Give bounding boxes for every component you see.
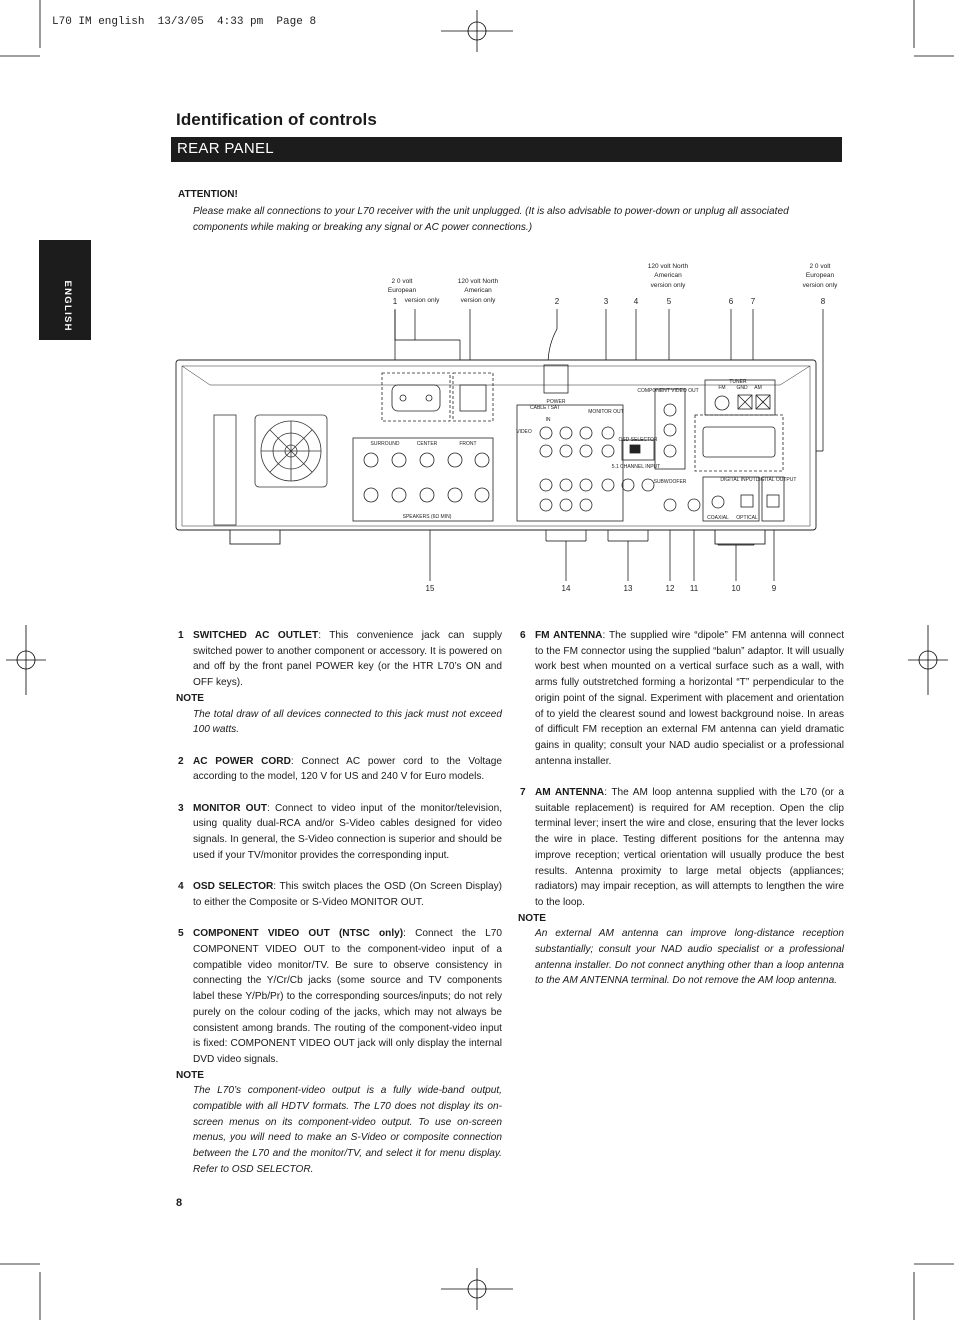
attention-label: ATTENTION! <box>178 189 238 200</box>
callout-14: 14 <box>561 584 571 593</box>
caption-230v-left-1: 2 0 volt <box>391 278 413 285</box>
callout-5: 5 <box>666 297 672 306</box>
note-label: NOTE <box>176 692 205 704</box>
note-text: The total draw of all devices connected to this jack must not exceed 100 watts. <box>193 708 502 736</box>
svg-text:POWER: POWER <box>546 399 566 405</box>
item-3: 3 MONITOR OUT: Connect to video input of the monitor/television, using quality dual-RCA and/or S-Video cables designed for video signals. In general, the S-Video connection is superior and should be used if your TV/monitor provides the corresponding input. <box>178 802 502 861</box>
svg-text:AM: AM <box>754 385 762 391</box>
callout-12: 12 <box>665 584 675 593</box>
svg-text:OPTICAL: OPTICAL <box>736 515 758 521</box>
svg-text:IN: IN <box>545 417 551 423</box>
svg-text:European: European <box>805 272 835 279</box>
language-tab <box>39 240 91 340</box>
item-7: 7 AM ANTENNA: The AM loop antenna supplied with the L70 (or a suitable replacement) is required for AM reception. Open the clip terminal lever; insert the wire and close, ensuring that the lever locks the wire in place. Testing different positions for the antenna may improve reception; vertical orientation will usually produce the best results. Antenna proximity to large metal objects (appliances; radiators) may impair reception, as will attempts to lengthen the wire to the loop. <box>520 787 844 908</box>
callout-3: 3 <box>603 297 609 306</box>
figure-captions <box>388 263 838 304</box>
right-column <box>518 628 844 1005</box>
callout-7: 7 <box>750 297 756 306</box>
language-tab-label: ENGLISH <box>62 280 73 332</box>
svg-text:COAXIAL: COAXIAL <box>707 515 729 521</box>
svg-text:DIGITAL OUTPUT: DIGITAL OUTPUT <box>755 477 797 483</box>
callout-15: 15 <box>425 584 435 593</box>
rear-panel-bar <box>171 137 842 162</box>
svg-text:version only: version only <box>404 297 440 304</box>
svg-text:CENTER: CENTER <box>416 441 438 447</box>
note-text: The L70’s component-video output is a fully wide-band output, compatible with all HDTV formats. The L70 does not display its on-screen menus on its component-video output. To use on-screen menus, you will need to make an S-Video or composite connection between the L70 and the monitor/TV, and select it for menu display. Refer to OSD SELECTOR. <box>193 1085 502 1175</box>
item-2: 2 AC POWER CORD: Connect AC power cord to the Voltage according to the model, 120 V for US and 240 V for Euro models. <box>178 755 503 783</box>
callout-2: 2 <box>554 297 560 306</box>
svg-text:VIDEO: VIDEO <box>516 429 532 435</box>
note-label: NOTE <box>176 1069 205 1081</box>
svg-text:GND: GND <box>736 385 748 391</box>
caption-120v-left: 120 volt North <box>457 278 499 285</box>
item-5: 5 COMPONENT VIDEO OUT (NTSC only): Connect the L70 COMPONENT VIDEO OUT to the component-video input of a compatible video monitor/TV. Be sure to observe consistency in connecting the Y/Cr/Cb jacks (some source and TV components label these Y/Pb/Pr) to the corresponding sources/inputs; do not rely purely on the colour coding of the jacks, which may not always be consistent among brands. The routing of the component-video input is fixed: COMPONENT VIDEO OUT jack will only display the internal DVD video signals. <box>178 928 503 1065</box>
item-1: 1 SWITCHED AC OUTLET: This convenience jack can supply switched power to another component or accessory. It is powered on and off by the front panel POWER key (or the HTR L70’s ON and OFF keys). <box>178 630 503 689</box>
svg-text:5.1 CHANNEL INPUT: 5.1 CHANNEL INPUT <box>611 464 661 470</box>
svg-text:FM: FM <box>718 385 726 391</box>
page-number: 8 <box>176 1197 183 1209</box>
section-title: Identification of controls <box>176 110 377 129</box>
svg-text:FRONT: FRONT <box>459 441 477 447</box>
svg-text:American: American <box>464 287 492 294</box>
caption-230v-right: 2 0 volt <box>809 263 831 270</box>
svg-text:DIGITAL INPUT: DIGITAL INPUT <box>720 477 756 483</box>
svg-text:SURROUND: SURROUND <box>370 441 400 447</box>
print-slug: L70 IM english 13/3/05 4:33 pm Page 8 <box>52 16 317 28</box>
left-column <box>176 628 502 1193</box>
svg-text:SUBWOOFER: SUBWOOFER <box>653 479 687 485</box>
callout-6: 6 <box>728 297 734 306</box>
svg-text:version only: version only <box>460 297 496 304</box>
attention-text: Please make all connections to your L70 receiver with the unit unplugged. (It is also advisable to power-down or unplug all associated components while making or breaking any signal or AC power connections.) <box>193 206 789 233</box>
item-6: 6 FM ANTENNA: The supplied wire “dipole” FM antenna will connect to the FM connector using the supplied “balun” adaptor. It will usually work best when mounted on a vertical surface such as a wall, with arms fully outstretched forming a horizontal “T” perpendicular to the origin point of the signal. Experiment with placement and orientation of to yield the clearest sound and lowest background noise. In areas of difficult FM reception an external FM antenna can yield dramatic gains in quality; consult your NAD audio specialist or a professional antenna installer. <box>520 630 844 767</box>
callout-4: 4 <box>633 297 639 306</box>
svg-text:TUNER: TUNER <box>729 379 747 385</box>
svg-text:COMPONENT VIDEO OUT: COMPONENT VIDEO OUT <box>637 388 699 394</box>
item-4: 4 OSD SELECTOR: This switch places the OSD (On Screen Display) to either the Composite or S-Video MONITOR OUT. <box>178 881 502 908</box>
callout-11: 11 <box>689 584 699 593</box>
caption-120v-right: 120 volt North <box>647 263 689 270</box>
svg-text:version only: version only <box>650 282 686 289</box>
svg-text:European: European <box>387 287 417 294</box>
bar-title: REAR PANEL <box>177 140 274 157</box>
svg-text:OSD SELECTOR: OSD SELECTOR <box>618 437 658 443</box>
note-label: NOTE <box>518 912 547 924</box>
svg-text:CABLE / SAT: CABLE / SAT <box>530 405 560 411</box>
svg-text:version only: version only <box>802 282 838 289</box>
rear-panel-diagram <box>170 255 850 600</box>
callout-9: 9 <box>771 584 777 593</box>
callout-10: 10 <box>731 584 741 593</box>
note-text: An external AM antenna can improve long-distance reception substantially; consult your NAD audio specialist or a professional antenna installer. Do not connect anything other than a loop antenna to the AM ANTENNA terminal. Do not remove the AM loop antenna. <box>535 928 844 987</box>
callout-1: 1 <box>392 297 398 306</box>
svg-text:SPEAKERS (6Ω MIN): SPEAKERS (6Ω MIN) <box>402 514 452 520</box>
callout-8: 8 <box>820 297 826 306</box>
callout-13: 13 <box>623 584 633 593</box>
svg-text:American: American <box>654 272 682 279</box>
svg-text:MONITOR OUT: MONITOR OUT <box>588 409 624 415</box>
